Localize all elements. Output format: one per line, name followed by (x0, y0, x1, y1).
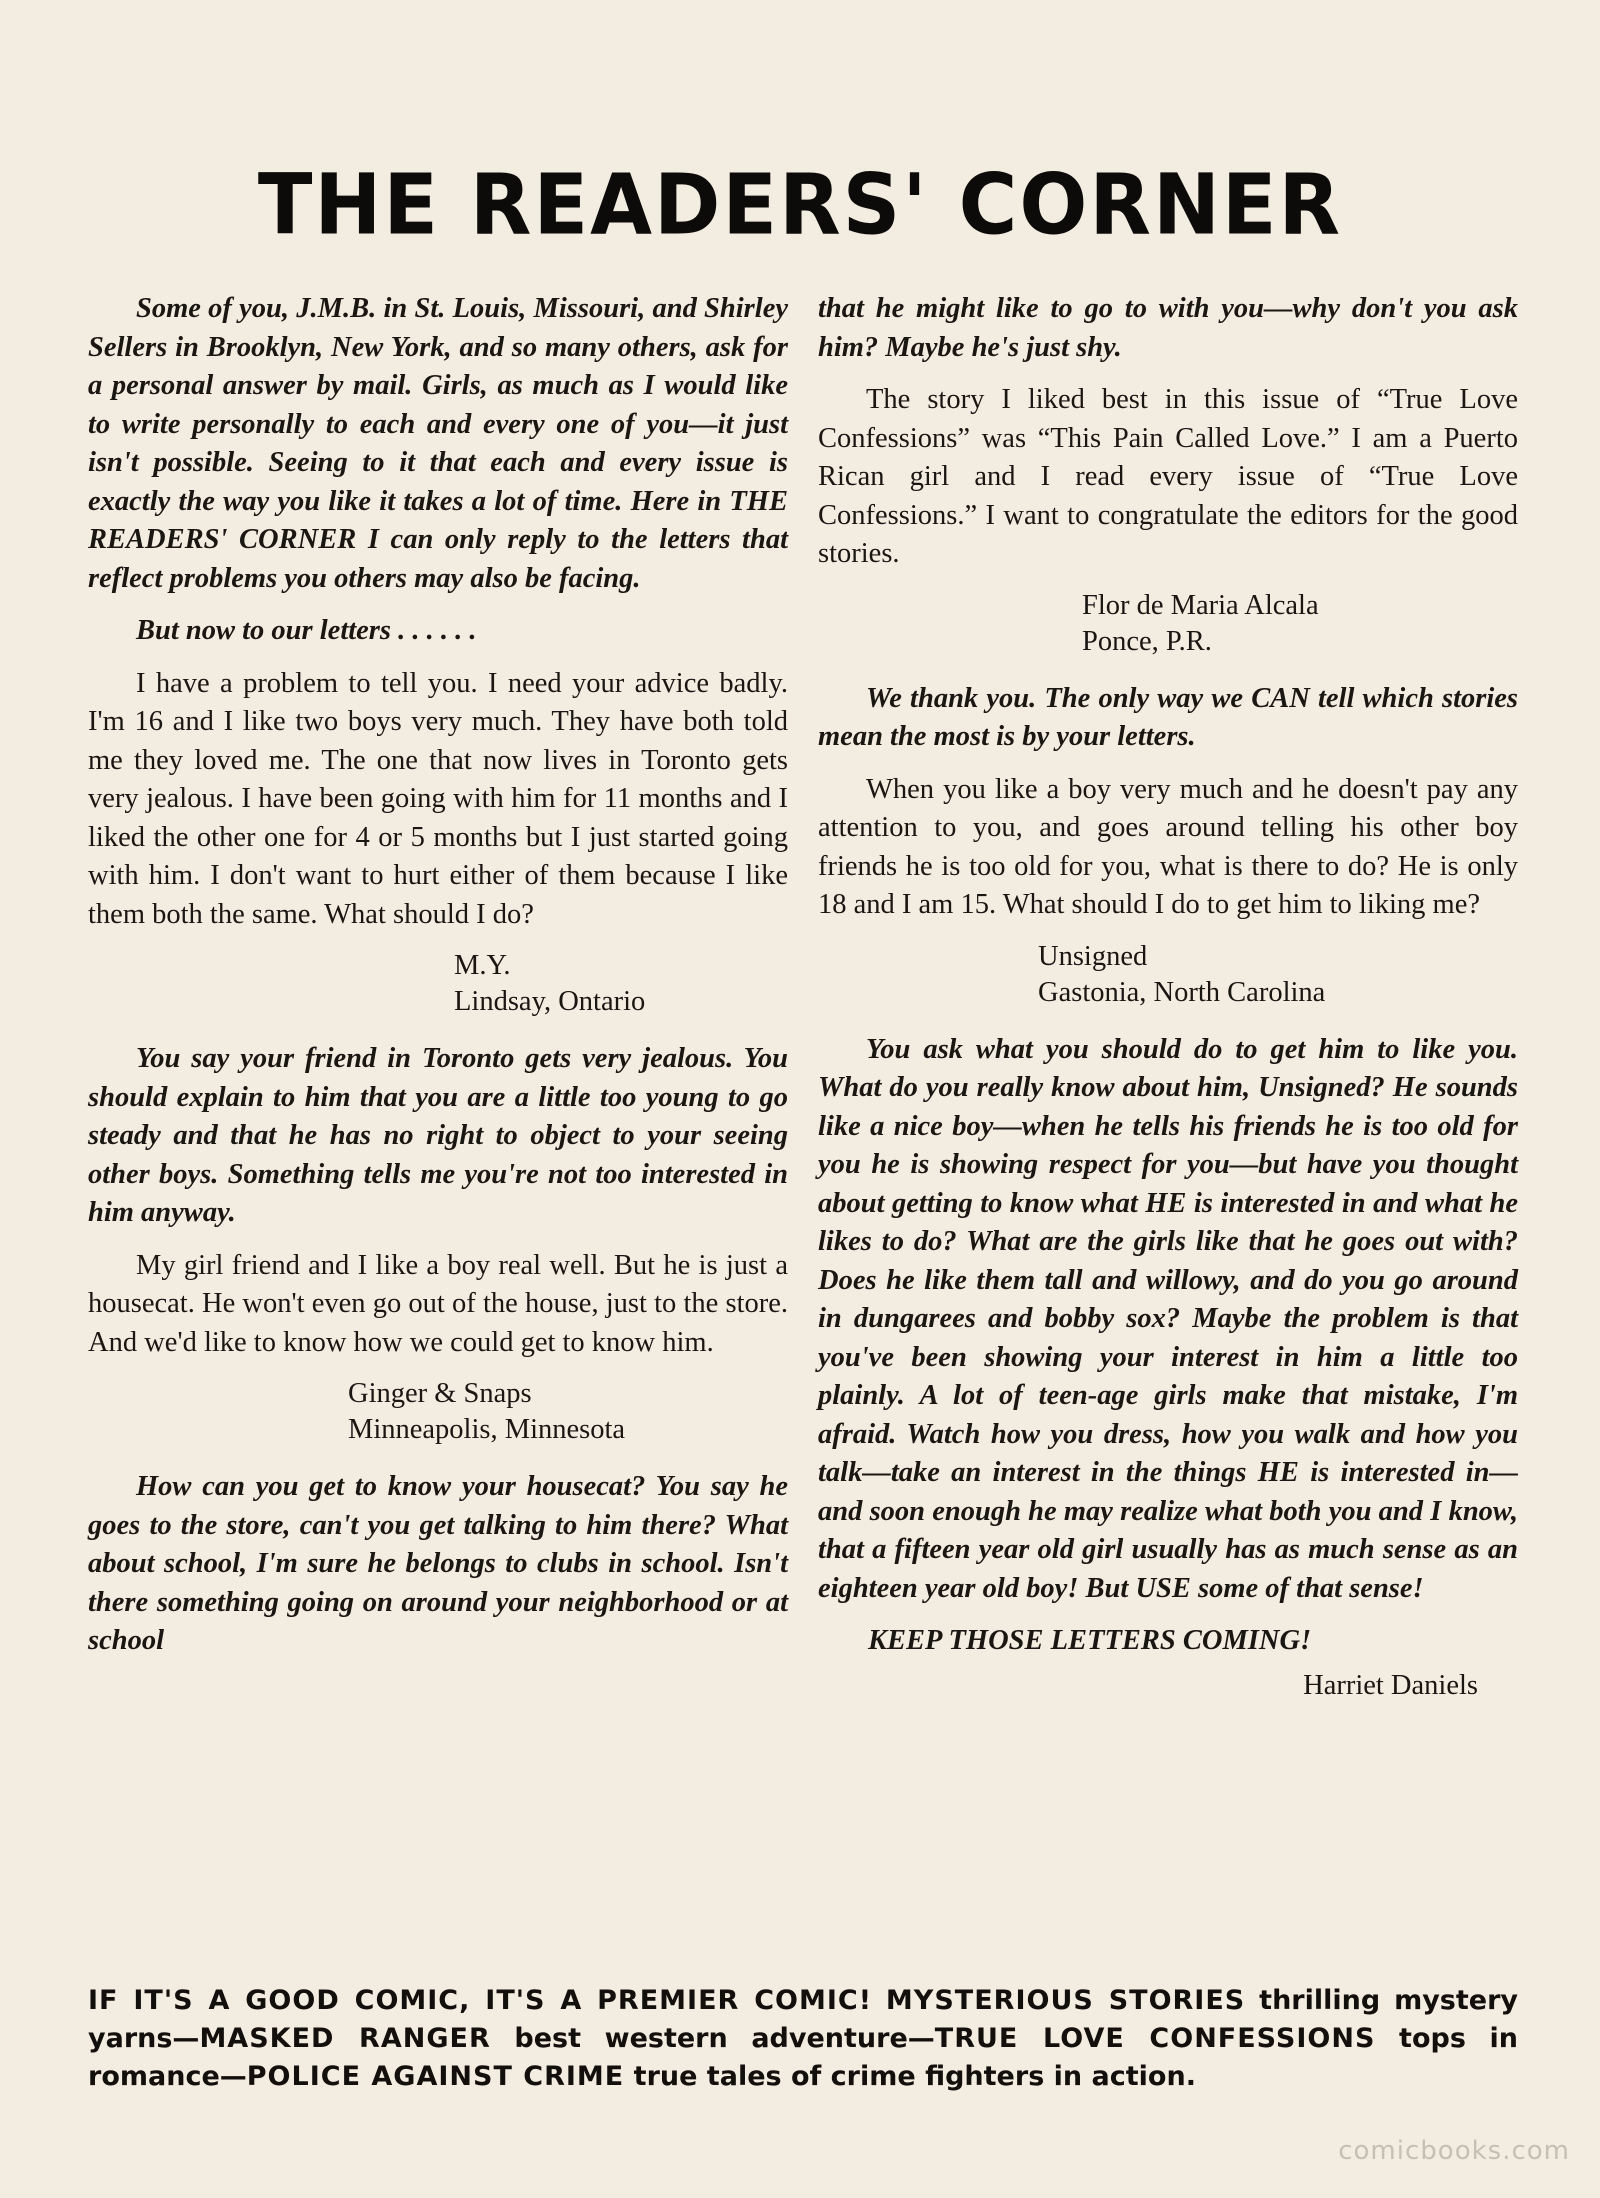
banner-title: MYSTERIOUS STORIES (885, 1985, 1246, 2016)
signature-name: Flor de Maria Alcala (1082, 589, 1319, 621)
banner-description: thrilling mystery yarns— (88, 1985, 1519, 2054)
editor-intro: Some of you, J.M.B. in St. Louis, Missouri, and Shirley Sellers in Brooklyn, New York, and so many others, ask for a personal answer by mail. Girls, as much as I would like to write personally to each and every one of you—it just isn't possible. Seeing to it that each and every issue is exactly the way you like it takes a lot of time. Here in THE READERS' CORNER I can only reply to the letters that reflect problems you others may also be facing. (88, 293, 788, 594)
banner-description: tops in romance— (88, 2023, 1519, 2092)
letter-signature (818, 939, 1518, 1011)
signature-place: Gastonia, North Carolina (1038, 976, 1326, 1008)
site-watermark: comicbooks.com (1338, 2136, 1570, 2166)
closing-line: KEEP THOSE LETTERS COMING! (868, 1625, 1312, 1656)
banner-title: POLICE AGAINST CRIME (246, 2061, 625, 2092)
editor-reply-continued: that he might like to go to with you—why don't you ask him? Maybe he's just shy. (818, 293, 1518, 363)
letters-lead-in: But now to our letters . . . . . . (136, 615, 477, 646)
signature-name: Ginger & Snaps (348, 1378, 532, 1409)
banner-description: true tales of crime fighters in action. (633, 2061, 1196, 2092)
letter-body: The story I liked best in this issue of “True Love Confessions” was “This Pain Called Love.” I am a Puerto Rican girl and I read every issue of “True Love Confessions.” I want to congratulate the editors for the good stories. (818, 384, 1518, 569)
author-signature: Harriet Daniels (1303, 1669, 1478, 1701)
signature-place: Minneapolis, Minnesota (348, 1414, 626, 1445)
signature-place: Ponce, P.R. (1082, 625, 1212, 657)
letter-body: My girl friend and I like a boy real well. But he is just a housecat. He won't even go out of the house, just to the store. And we'd like to know how we could get to know him. (88, 1249, 788, 1358)
letter-signature (818, 588, 1518, 660)
letter-body: When you like a boy very much and he doesn't pay any attention to you, and goes around telling his other boy friends he is too old for you, what is there to do? He is only 18 and I am 15. What should I do to get him to liking me? (818, 773, 1518, 920)
banner-title: MASKED RANGER (199, 2023, 491, 2054)
signature-name: M.Y. (454, 950, 511, 981)
letter-signature (88, 1376, 788, 1448)
letter-body: I have a problem to tell you. I need your advice badly. I'm 16 and I like two boys very much. They have both told me they loved me. The one that now lives in Toronto gets very jealous. I have been going with him for 11 months and I liked the other one for 4 or 5 months but I just started going with him. I don't want to hurt either of them because I like them both the same. What should I do? (88, 667, 788, 930)
right-column (818, 290, 1518, 1705)
signature-name: Unsigned (1038, 940, 1148, 972)
letter-signature (88, 948, 788, 1020)
banner-slogan: IF IT'S A GOOD COMIC, IT'S A PREMIER COMIC! (88, 1985, 873, 2016)
signature-place: Lindsay, Ontario (454, 986, 646, 1017)
page-title: THE READERS' CORNER (257, 155, 1343, 254)
editor-reply: How can you get to know your housecat? You say he goes to the store, can't you get talking to him there? What about school, I'm sure he belongs to clubs in school. Isn't there something going on around your neighborhood or at school (88, 1471, 788, 1656)
editor-reply: You ask what you should do to get him to like you. What do you really know about him, Unsigned? He sounds like a nice boy—when he tells his friends he is too old for you he is showing respect for you—but have you thought about getting to know what HE is interested in and what he likes to do? What are the girls like that he goes out with? Does he like them tall and willowy, and do you go around in dungarees and bobby sox? Maybe the problem is that you've been showing your interest in him a little too plainly. A lot of teen-age girls make that mistake, I'm afraid. Watch how you dress, how you walk and how you talk—take an interest in the things HE is interested in—and soon enough he may realize what both you and I know, that a fifteen year old girl usually has as much sense as an eighteen year old boy! But USE some of that sense! (818, 1033, 1518, 1604)
left-column (88, 290, 788, 1675)
editor-reply: You say your friend in Toronto gets very jealous. You should explain to him that you are a little too young to go steady and that he has no right to object to your seeing other boys. Something tells me you're not too interested in him anyway. (88, 1043, 788, 1228)
editor-reply: We thank you. The only way we CAN tell which stories mean the most is by your letters. (818, 682, 1518, 752)
banner-description: best western adventure— (514, 2023, 935, 2054)
banner-title: TRUE LOVE CONFESSIONS (934, 2023, 1376, 2054)
premier-comics-ad-banner (88, 1982, 1518, 2096)
